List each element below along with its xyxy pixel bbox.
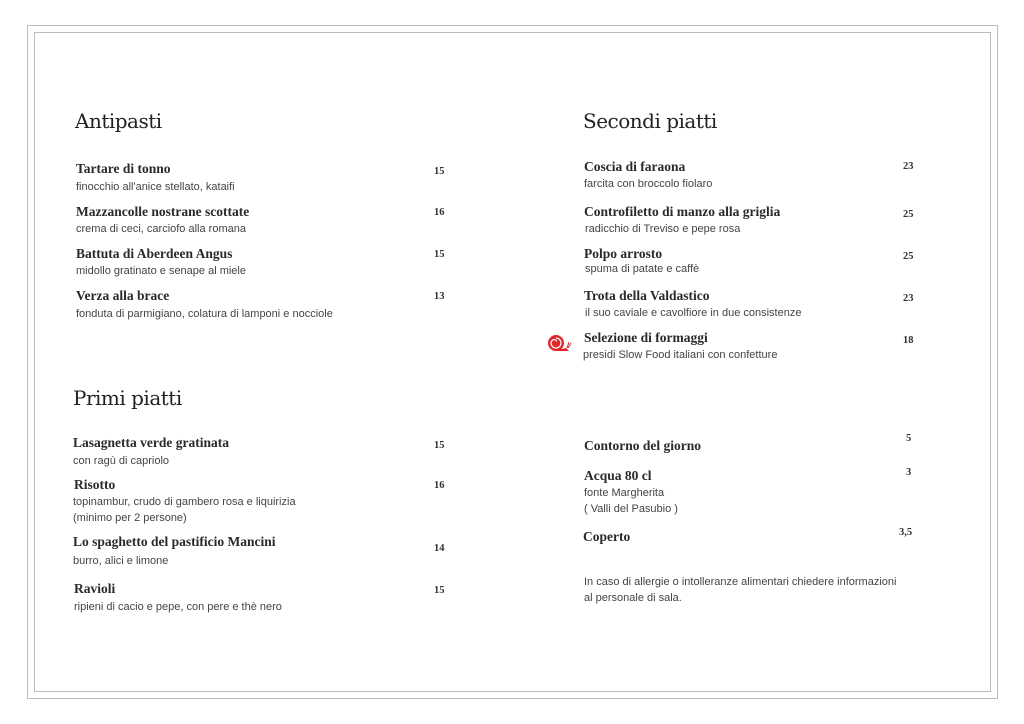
extra-name: Acqua 80 cl (584, 468, 652, 483)
dish-price: 13 (434, 291, 445, 302)
dish-price: 15 (434, 440, 445, 451)
extra-price: 3 (906, 467, 912, 478)
dish-name: Lasagnetta verde gratinata (73, 435, 229, 450)
dish-description: topinambur, crudo di gambero rosa e liquirizia (73, 496, 296, 508)
dish-price: 16 (434, 480, 445, 491)
dish-description: spuma di patate e caffè (585, 263, 700, 275)
dish-name: Coscia di faraona (584, 159, 686, 174)
extra-description: fonte Margherita (584, 487, 665, 499)
dish-description: con ragù di capriolo (73, 455, 170, 467)
dish-name: Controfiletto di manzo alla griglia (584, 204, 781, 219)
secondi-heading: Secondi piatti (583, 109, 717, 133)
dish-name: Battuta di Aberdeen Angus (76, 246, 233, 261)
allergy-note: In caso di allergie o intolleranze alimentari chiedere informazioni (584, 576, 897, 588)
extra-price: 3,5 (899, 527, 913, 538)
dish-price: 16 (434, 207, 445, 218)
dish-name: Mazzancolle nostrane scottate (76, 204, 250, 219)
dish-price: 25 (903, 251, 914, 262)
dish-price: 15 (434, 166, 445, 177)
extra-price: 5 (906, 433, 912, 444)
dish-description: midollo gratinato e senape al miele (76, 265, 246, 277)
dish-price: 14 (434, 543, 445, 554)
extra-name: Coperto (583, 529, 631, 544)
dish-name: Verza alla brace (76, 288, 170, 303)
allergy-note-cont: al personale di sala. (584, 592, 682, 604)
dish-name: Lo spaghetto del pastificio Mancini (73, 534, 276, 549)
dish-description: crema di ceci, carciofo alla romana (76, 223, 246, 235)
primi-heading: Primi piatti (73, 386, 182, 410)
slow-food-snail-icon (547, 334, 572, 353)
dish-name: Polpo arrosto (584, 246, 663, 261)
dish-name: Ravioli (74, 581, 116, 596)
dish-description: fonduta di parmigiano, colatura di lamponi e nocciole (76, 308, 333, 320)
dish-price: 15 (434, 585, 445, 596)
dish-price: 23 (903, 293, 914, 304)
dish-description: presidi Slow Food italiani con confetture (583, 349, 778, 361)
dish-description: il suo caviale e cavolfiore in due consistenze (585, 307, 802, 319)
dish-price: 18 (903, 335, 914, 346)
dish-description: radicchio di Treviso e pepe rosa (585, 223, 741, 235)
dish-name: Tartare di tonno (76, 161, 171, 176)
extra-name: Contorno del giorno (584, 438, 702, 453)
dish-price: 23 (903, 161, 914, 172)
dish-price: 25 (903, 209, 914, 220)
inner-border (34, 32, 991, 692)
dish-name: Risotto (74, 477, 116, 492)
dish-price: 15 (434, 249, 445, 260)
dish-description: farcita con broccolo fiolaro (584, 178, 713, 190)
antipasti-heading: Antipasti (75, 109, 162, 133)
dish-note: (minimo per 2 persone) (73, 512, 187, 524)
dish-name: Selezione di formaggi (584, 330, 708, 345)
dish-name: Trota della Valdastico (584, 288, 710, 303)
dish-description: burro, alici e limone (73, 555, 169, 567)
dish-description: ripieni di cacio e pepe, con pere e thè nero (74, 601, 282, 613)
dish-description: finocchio all'anice stellato, kataifi (76, 181, 235, 193)
extra-note: ( Valli del Pasubio ) (584, 503, 678, 515)
